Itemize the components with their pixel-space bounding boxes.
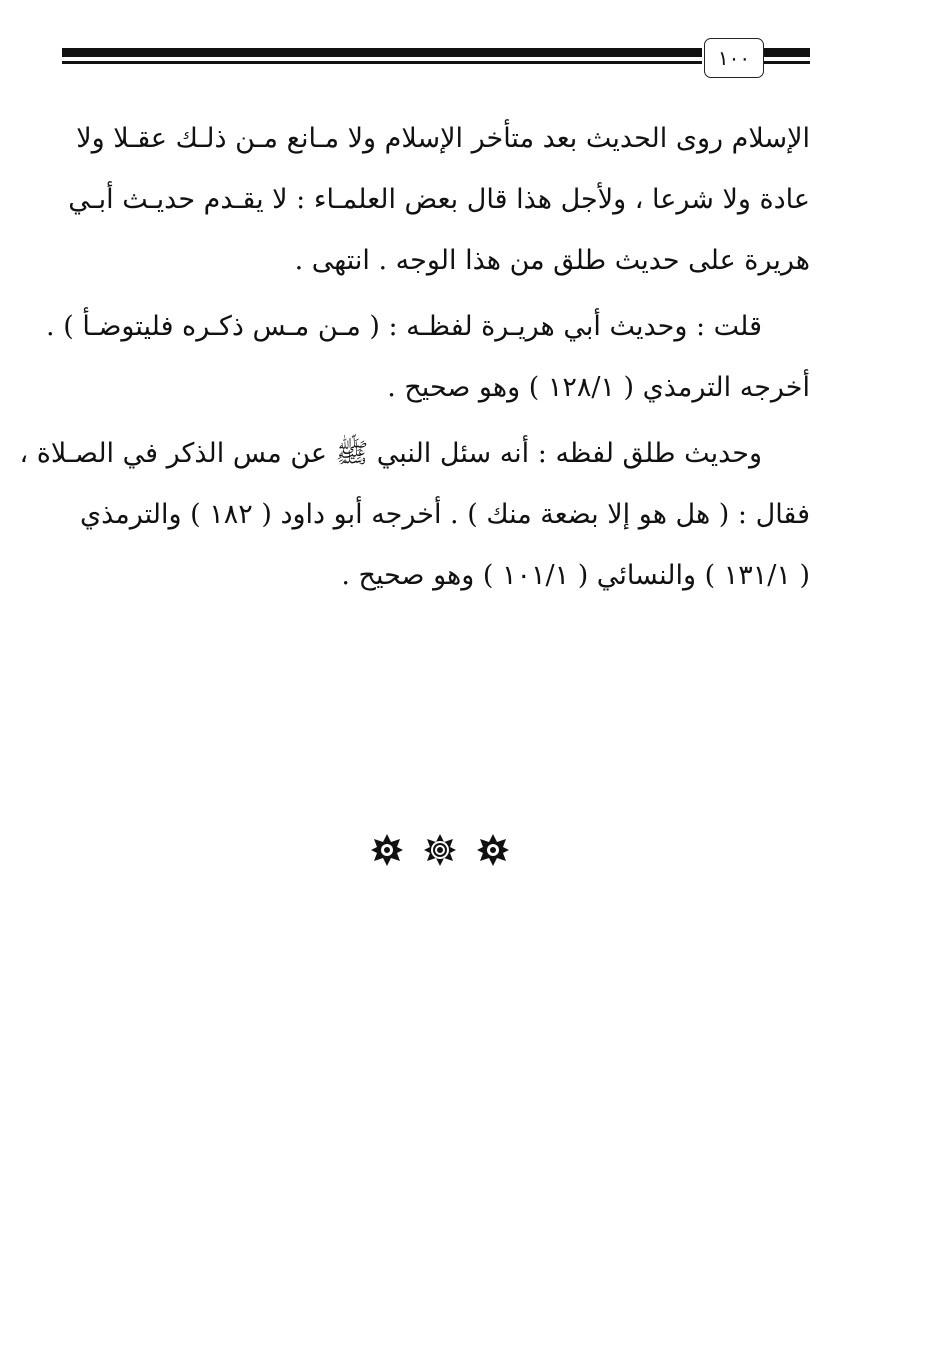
header-rule-right: [764, 48, 810, 68]
page-header: [62, 38, 810, 78]
text-line: الإسلام روى الحديث بعد متأخر الإسلام ولا مـانع مـن ذلـك عقـلا ولا: [76, 123, 810, 154]
paragraph-1: [62, 108, 810, 291]
text-line: هريرة على حديث طلق من هذا الوجه . انتهى .: [294, 245, 810, 276]
text-line: قلت : وحديث أبي هريـرة لفظـه : ( مـن مـس ذكـره فليتوضـأ ) .: [46, 311, 762, 342]
star-ornament-icon: [370, 833, 404, 867]
text-line: فقال : ( هل هو إلا بضعة منك ) . أخرجه أبو داود ( ١٨٢ ) والترمذي: [79, 499, 810, 530]
page-number: ١٠٠: [704, 38, 764, 78]
section-divider-ornaments: [370, 832, 510, 868]
rosette-ornament-icon: [423, 833, 457, 867]
star-ornament-icon: [476, 833, 510, 867]
text-line: أخرجه الترمذي ( ١٢٨/١ ) وهو صحيح .: [387, 372, 810, 403]
text-line: ( ١٣١/١ ) والنسائي ( ١٠١/١ ) وهو صحيح .: [341, 560, 810, 591]
text-line: وحديث طلق لفظه : أنه سئل النبي ﷺ عن مس الذكر في الصـلاة ،: [19, 438, 762, 469]
paragraph-2: [46, 296, 810, 418]
header-rule-left: [62, 48, 702, 68]
text-line: عادة ولا شرعا ، ولأجل هذا قال بعض العلمـاء : لا يقـدم حديـث أبـي: [68, 184, 810, 215]
paragraph-3: [19, 423, 810, 606]
